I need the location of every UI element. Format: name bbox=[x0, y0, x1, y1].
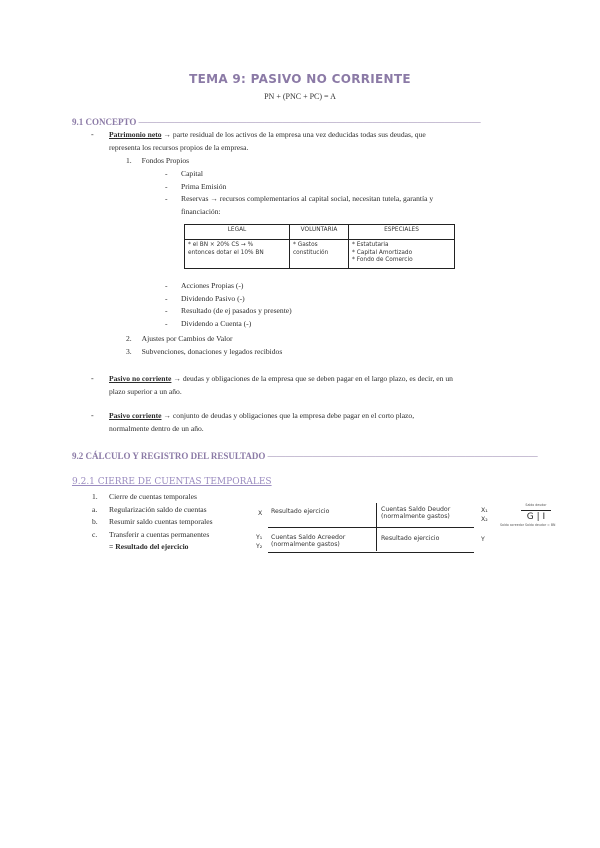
section-title: 9.1 CONCEPTO bbox=[72, 117, 137, 127]
section-rule: —————————————————————————————— bbox=[267, 451, 538, 461]
patrimonio-text: → parte residual de los activos de la empresa una vez deducidas todas sus deudas, que bbox=[161, 130, 426, 139]
patrimonio-text-cont: representa los recursos propios de la empresa. bbox=[109, 142, 249, 152]
section-title: 9.2 CÁLCULO Y REGISTRO DEL RESULTADO bbox=[72, 451, 266, 461]
entry-separator bbox=[376, 503, 377, 551]
steps-list bbox=[92, 491, 262, 554]
page-title: TEMA 9: PASIVO NO CORRIENTE bbox=[189, 72, 411, 86]
entry-divider bbox=[268, 552, 474, 553]
section-rule: —————————————————————————————————————— bbox=[138, 117, 481, 127]
list-item: - Capital bbox=[165, 169, 203, 178]
t-account-bottom-label: Saldo acreedor Saldo deudor = BN bbox=[500, 523, 556, 527]
term-pasivo-corriente: Pasivo corriente bbox=[109, 411, 162, 420]
list-item: c. Transferir a cuentas permanentes bbox=[92, 529, 210, 539]
list-text: Ajustes por Cambios de Valor bbox=[141, 334, 233, 343]
patrimonio-definition bbox=[109, 129, 549, 154]
entry-cuentas-saldo-acreedor: Cuentas Saldo Acreedor (normalmente gastos) bbox=[271, 534, 346, 548]
fondos-list bbox=[165, 168, 495, 218]
list-item: - Dividendo a Cuenta (-) bbox=[165, 318, 252, 328]
list-item: - Acciones Propias (-) bbox=[165, 281, 244, 290]
list-item: b. Resumir saldo cuentas temporales bbox=[92, 517, 213, 526]
list-item: 1. Cierre de cuentas temporales bbox=[92, 492, 197, 501]
list-item: - Reservas → recursos complementarios al capital social, necesitan tutela, garantía y bbox=[165, 194, 434, 203]
entry-y2: Y₂ bbox=[256, 543, 263, 550]
result-line: = Resultado del ejercicio bbox=[109, 542, 189, 551]
entry-y1: Y₁ bbox=[256, 534, 263, 541]
section-heading-concepto bbox=[72, 117, 481, 127]
entry-x2: X₂ bbox=[481, 516, 488, 523]
entry-resultado-ejercicio: Resultado ejercicio bbox=[271, 508, 330, 515]
term-patrimonio-neto: Patrimonio neto bbox=[109, 130, 162, 139]
pasivo-corriente-definition: Pasivo corriente → conjunto de deudas y obligaciones que la empresa debe pagar en el corto plazo, normalmente dentro de un año. bbox=[109, 411, 415, 433]
balance-formula: PN + (PNC + PC) = A bbox=[264, 92, 336, 101]
reservas-table bbox=[184, 224, 455, 269]
list-number: 1. bbox=[126, 156, 132, 165]
t-account-letters: G | I bbox=[521, 510, 551, 522]
list-text: Subvenciones, donaciones y legados recibidos bbox=[141, 347, 283, 356]
bullet-dash: - bbox=[91, 374, 94, 383]
table-header: ESPECIALES bbox=[349, 225, 455, 240]
list-item: a. Regularización saldo de cuentas bbox=[92, 504, 207, 514]
list-number: 2. bbox=[126, 334, 132, 343]
list-item bbox=[126, 346, 282, 359]
list-item: - Prima Emisión bbox=[165, 181, 227, 191]
list-item: financiación: bbox=[181, 206, 221, 216]
entry-x1: X₁ bbox=[481, 507, 488, 514]
table-header: LEGAL bbox=[185, 225, 290, 240]
t-account bbox=[500, 503, 572, 527]
bullet-dash: - bbox=[91, 411, 94, 420]
bullet-dash: - bbox=[91, 130, 94, 139]
entry-divider bbox=[268, 527, 474, 528]
entry-cuentas-saldo-deudor: Cuentas Saldo Deudor (normalmente gastos) bbox=[381, 506, 451, 520]
term-pasivo-no-corriente: Pasivo no corriente bbox=[109, 374, 172, 383]
table-cell: * Gastos constitución bbox=[290, 240, 349, 269]
list-item bbox=[126, 333, 233, 346]
t-account-top-label: Saldo deudor bbox=[525, 503, 547, 507]
list-text: Fondos Propios bbox=[141, 156, 190, 165]
entry-x-left: X bbox=[258, 510, 263, 517]
list-item: - Resultado (de ej pasados y presente) bbox=[165, 306, 292, 315]
fondos-list-continued bbox=[165, 280, 495, 330]
table-cell: * el BN × 20% CS → % entonces dotar el 10% BN bbox=[185, 240, 290, 269]
section-heading-resultado bbox=[72, 451, 538, 461]
entry-resultado-ejercicio-2: Resultado ejercicio bbox=[381, 535, 440, 542]
list-number: 3. bbox=[126, 347, 132, 356]
pasivo-no-corriente-definition: Pasivo no corriente → deudas y obligaciones de la empresa que se deben pagar en el largo plazo, es decir, en un plazo superior a un año. bbox=[109, 374, 453, 396]
list-item: - Dividendo Pasivo (-) bbox=[165, 293, 245, 303]
table-cell: * Estatutaria * Capital Amortizado * Fondo de Comercio bbox=[349, 240, 455, 269]
list-item bbox=[126, 155, 189, 168]
subsection-heading: 9.2.1 CIERRE DE CUENTAS TEMPORALES bbox=[72, 477, 272, 487]
entry-y-right: Y bbox=[481, 536, 485, 543]
table-header: VOLUNTARIA bbox=[290, 225, 349, 240]
